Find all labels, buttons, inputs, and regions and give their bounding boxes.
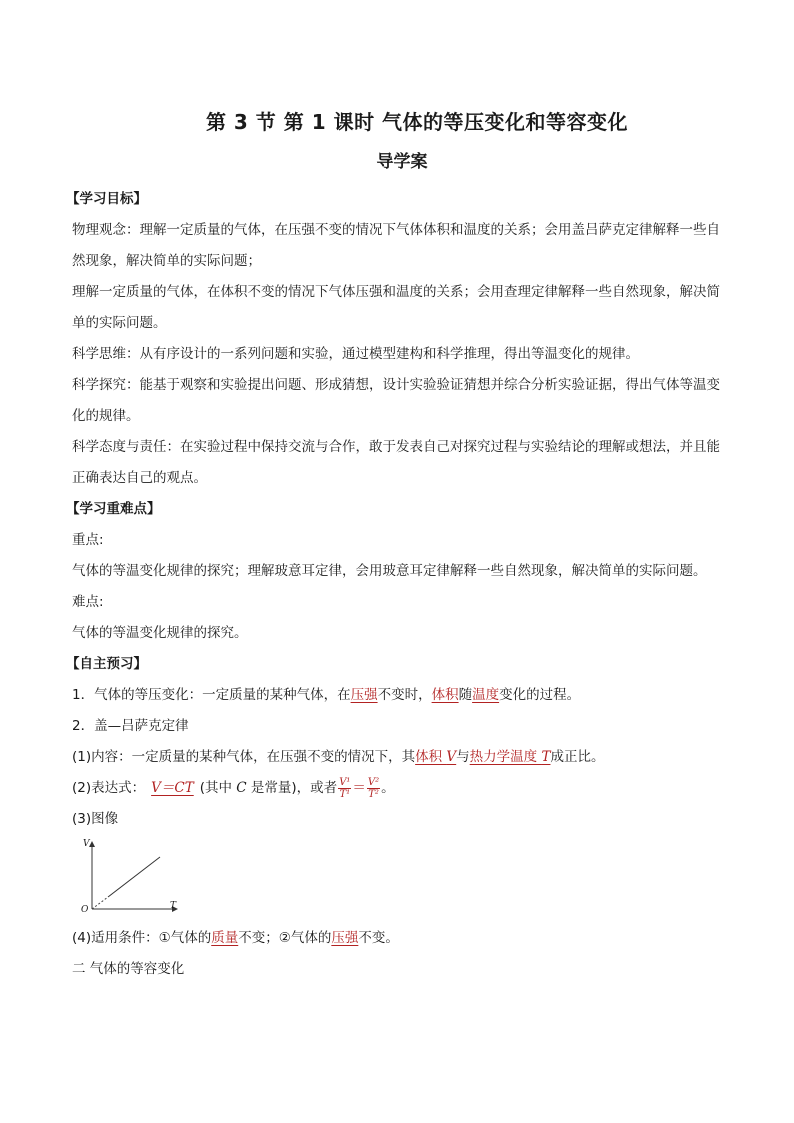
preview-q2-title: 2．盖—吕萨克定律 xyxy=(72,718,189,734)
answer-blank: 质量 xyxy=(211,930,239,946)
goals-heading: 【学习目标】 xyxy=(66,191,147,207)
answer-blank: V＝CT xyxy=(151,780,194,796)
preview-heading: 【自主预习】 xyxy=(66,656,147,672)
law-content: (1)内容：一定质量的某种气体，在压强不变的情况下，其体积 V与热力学温度 T成正比。 xyxy=(72,749,605,765)
page-title: 第 3 节 第 1 课时 气体的等压变化和等容变化 xyxy=(205,110,629,134)
answer-blank: 体积 xyxy=(431,687,459,703)
section-heading: 二 气体的等容变化 xyxy=(72,961,185,977)
answer-blank: 热力学温度 T xyxy=(469,749,551,765)
x-axis-label: T xyxy=(170,901,177,911)
goal-item: 科学探究：能基于观察和实验提出问题、形成猜想，设计实验验证猜想并综合分析实验证据，得出气体等温变化的规律。 xyxy=(72,377,720,424)
goal-item: 科学态度与责任：在实验过程中保持交流与合作，敢于发表自己对探究过程与实验结论的理解或想法，并且能正确表达自己的观点。 xyxy=(72,439,720,486)
law-conditions: (4)适用条件：①气体的质量不变；②气体的压强不变。 xyxy=(72,930,399,946)
answer-blank: 体积 V xyxy=(415,749,457,765)
difficult-text: 气体的等温变化规律的探究。 xyxy=(72,625,248,641)
key-label: 重点: xyxy=(72,532,104,548)
answer-blank: 压强 xyxy=(331,930,359,946)
answer-blank: 压强 xyxy=(350,687,378,703)
key-text: 气体的等温变化规律的探究；理解玻意耳定律，会用玻意耳定律解释一些自然现象，解决简单的实际问题。 xyxy=(72,563,707,579)
goal-item: 物理观念：理解一定质量的气体，在压强不变的情况下气体体积和温度的关系；会用盖吕萨克定律解释一些自然现象，解决简单的实际问题； xyxy=(72,222,720,269)
document-body xyxy=(66,184,722,985)
fraction-v1-t1: $\frac{\text{V¹}}{\text{T¹}}$ xyxy=(339,776,351,800)
vt-graph-svg xyxy=(74,839,184,917)
extrapolation-line xyxy=(92,897,108,909)
page-subtitle: 导学案 xyxy=(376,152,428,172)
keypoints-heading: 【学习重难点】 xyxy=(66,501,161,517)
difficult-label: 难点: xyxy=(72,594,104,610)
goal-item: 理解一定质量的气体，在体积不变的情况下气体压强和温度的关系；会用查理定律解释一些自然现象，解决简单的实际问题。 xyxy=(72,284,720,331)
law-expression: (2)表达式： V＝CT (其中 C 是常量)，或者 $\frac{\text{V¹}}{\text{T¹}}$ ＝ $\frac{\text{V²}}{\text{T²}}$ 。 xyxy=(72,776,395,800)
preview-q1: 1．气体的等压变化：一定质量的某种气体，在压强不变时，体积随温度变化的过程。 xyxy=(72,687,581,703)
goal-item: 科学思维：从有序设计的一系列问题和实验，通过模型建构和科学推理，得出等温变化的规律。 xyxy=(72,346,639,362)
origin-label: O xyxy=(81,905,89,915)
y-axis-label: V xyxy=(83,839,90,849)
vt-graph xyxy=(74,839,184,917)
graph-title: (3)图像 xyxy=(72,811,119,827)
isobar-line xyxy=(108,857,160,897)
fraction-v2-t2: $\frac{\text{V²}}{\text{T²}}$ xyxy=(367,776,380,800)
answer-blank: 温度 xyxy=(472,687,500,703)
